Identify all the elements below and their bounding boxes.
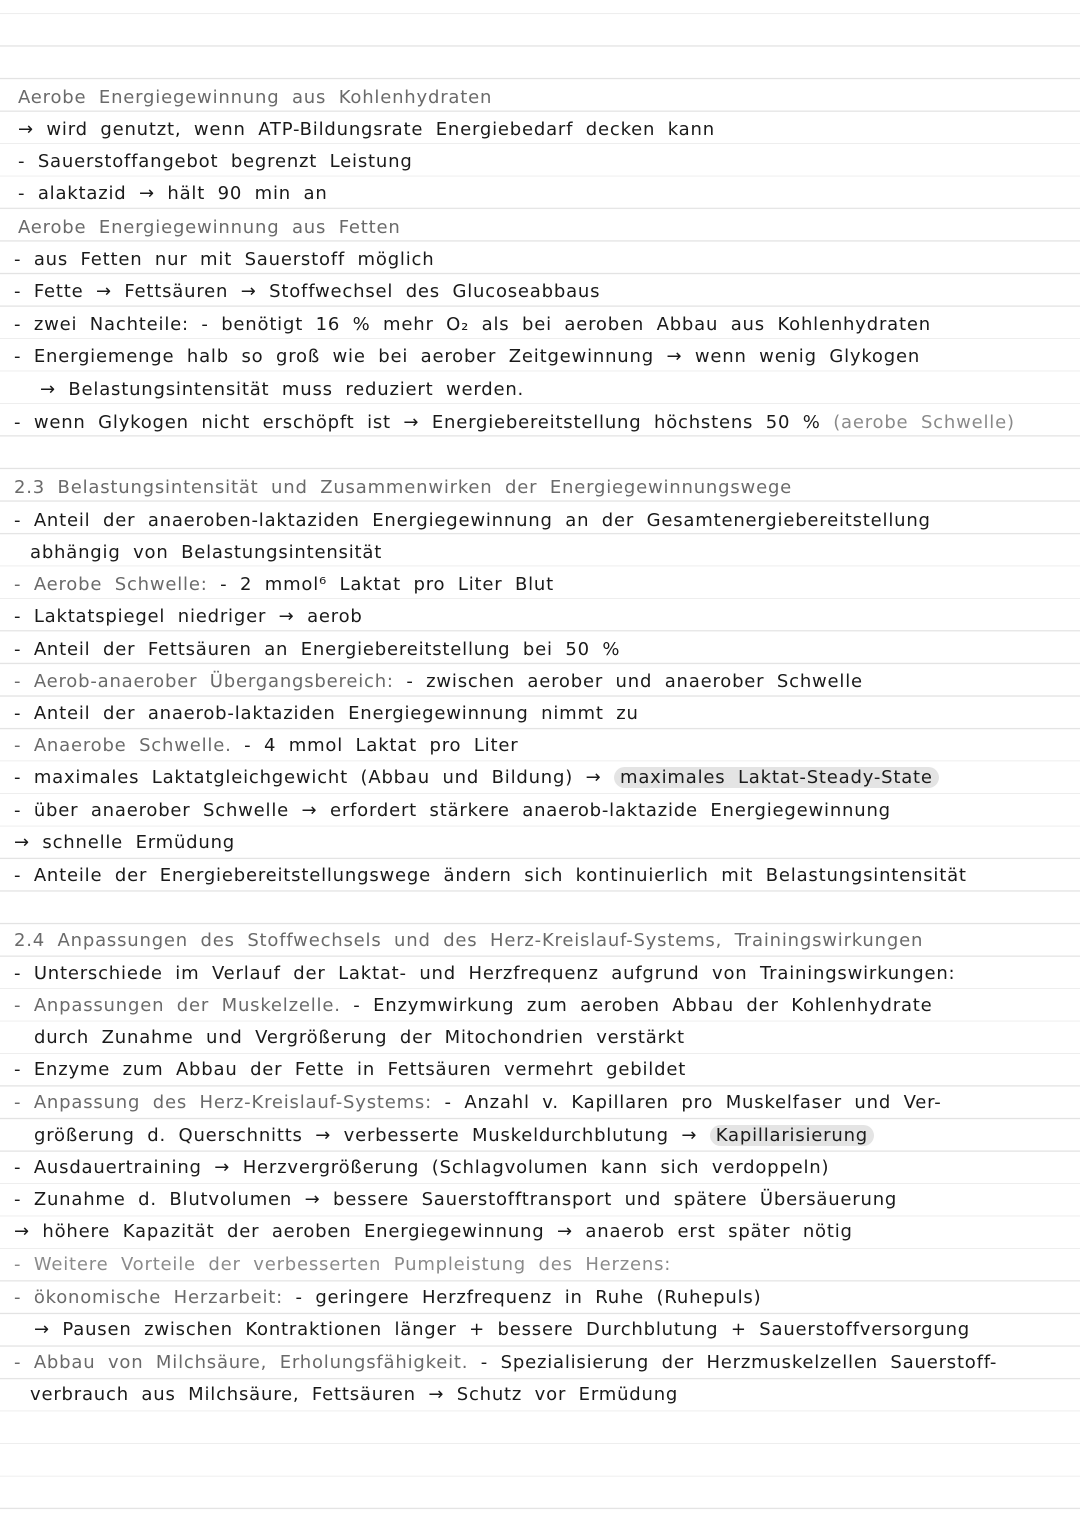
note-text: - 2 mmol⁶ Laktat pro Liter Blut <box>220 574 554 595</box>
note-line: - Sauerstoffangebot begrenzt Leistung <box>18 151 413 172</box>
note-text: - maximales Laktatgleichgewicht (Abbau und Bildung) → <box>14 767 602 788</box>
note-term: - Anpassung des Herz-Kreislauf-Systems: <box>14 1092 432 1113</box>
note-line: - zwei Nachteile: - benötigt 16 % mehr O₂ als bei aeroben Abbau aus Kohlenhydraten <box>14 314 931 335</box>
note-line: - Ausdauertraining → Herzvergrößerung (Schlagvolumen kann sich verdoppeln) <box>14 1157 830 1178</box>
note-line: durch Zunahme und Vergrößerung der Mitochondrien verstärkt <box>34 1027 685 1048</box>
note-line: - Anteil der Fettsäuren an Energiebereitstellung bei 50 % <box>14 639 621 660</box>
note-term: - ökonomische Herzarbeit: <box>14 1287 283 1308</box>
note-line: - Energiemenge halb so groß wie bei aerober Zeitgewinnung → wenn wenig Glykogen <box>14 346 921 367</box>
note-line: verbrauch aus Milchsäure, Fettsäuren → Schutz vor Ermüdung <box>30 1384 679 1405</box>
note-text: - zwischen aerober und anaerober Schwelle <box>406 671 863 692</box>
note-line <box>14 1091 942 1115</box>
note-text: - 4 mmol Laktat pro Liter <box>244 735 519 756</box>
note-line: → Pausen zwischen Kontraktionen länger + bessere Durchblutung + Sauerstoffversorgung <box>34 1319 971 1340</box>
heading-aerobe-kohlenhydrate: Aerobe Energiegewinnung aus Kohlenhydraten <box>18 87 493 108</box>
note-line <box>14 411 1015 435</box>
note-line: → wird genutzt, wenn ATP-Bildungsrate Energiebedarf decken kann <box>18 119 715 140</box>
highlighted-term: Kapillarisierung <box>710 1125 874 1146</box>
note-line: → schnelle Ermüdung <box>14 832 236 853</box>
note-line <box>14 766 939 790</box>
note-line: → Belastungsintensität muss reduziert werden. <box>40 379 525 400</box>
note-line: - Zunahme d. Blutvolumen → bessere Sauerstofftransport und spätere Übersäuerung <box>14 1189 898 1210</box>
note-line <box>14 573 554 597</box>
note-line: - Anteil der anaeroben-laktaziden Energiegewinnung an der Gesamtenergiebereitstellung <box>14 510 931 531</box>
note-line: - Fette → Fettsäuren → Stoffwechsel des Glucoseabbaus <box>14 281 601 302</box>
note-term: - Anpassungen der Muskelzelle. <box>14 995 341 1016</box>
note-line <box>14 734 518 758</box>
note-text: - geringere Herzfrequenz in Ruhe (Ruhepuls) <box>295 1287 762 1308</box>
note-line: - aus Fetten nur mit Sauerstoff möglich <box>14 249 435 270</box>
note-term: - Abbau von Milchsäure, Erholungsfähigkeit. <box>14 1352 469 1373</box>
note-line <box>14 1351 997 1375</box>
note-line: - Anteil der anaerob-laktaziden Energiegewinnung nimmt zu <box>14 703 639 724</box>
note-term: - Anaerobe Schwelle. <box>14 735 232 756</box>
note-line <box>34 1124 874 1148</box>
note-line: - Unterschiede im Verlauf der Laktat- und Herzfrequenz aufgrund von Trainingswirkungen: <box>14 963 956 984</box>
note-line <box>14 1286 761 1310</box>
note-line: abhängig von Belastungsintensität <box>30 542 383 563</box>
note-text: größerung d. Querschnitts → verbesserte Muskeldurchblutung → <box>34 1125 698 1146</box>
highlighted-term: maximales Laktat-Steady-State <box>614 767 939 788</box>
note-text: - Enzymwirkung zum aeroben Abbau der Kohlenhydrate <box>353 995 933 1016</box>
note-line: - Laktatspiegel niedriger → aerob <box>14 606 363 627</box>
note-line: - alaktazid → hält 90 min an <box>18 183 328 204</box>
note-line <box>14 994 933 1018</box>
note-line: → höhere Kapazität der aeroben Energiegewinnung → anaerob erst später nötig <box>14 1221 853 1242</box>
note-term: - Aerob-anaerober Übergangsbereich: <box>14 671 394 692</box>
note-text: - Anzahl v. Kapillaren pro Muskelfaser und Ver- <box>444 1092 942 1113</box>
note-line: - Anteile der Energiebereitstellungswege ändern sich kontinuierlich mit Belastungsintensität <box>14 865 967 886</box>
heading-section-2-4: 2.4 Anpassungen des Stoffwechsels und des Herz-Kreislauf-Systems, Trainingswirkungen <box>14 930 924 951</box>
note-line: - Enzyme zum Abbau der Fette in Fettsäuren vermehrt gebildet <box>14 1059 687 1080</box>
note-text: - wenn Glykogen nicht erschöpft ist → Energiebereitstellung höchstens 50 % <box>14 412 821 433</box>
heading-section-2-3: 2.3 Belastungsintensität und Zusammenwirken der Energiegewinnungswege <box>14 477 793 498</box>
note-line: - über anaerober Schwelle → erfordert stärkere anaerob-laktazide Energiegewinnung <box>14 800 891 821</box>
note-term: - Aerobe Schwelle: <box>14 574 208 595</box>
note-line: - Weitere Vorteile der verbesserten Pumpleistung des Herzens: <box>14 1254 672 1275</box>
note-term: (aerobe Schwelle) <box>833 412 1015 433</box>
note-text: - Spezialisierung der Herzmuskelzellen Sauerstoff- <box>480 1352 998 1373</box>
note-line <box>14 670 863 694</box>
heading-aerobe-fetten: Aerobe Energiegewinnung aus Fetten <box>18 217 401 238</box>
